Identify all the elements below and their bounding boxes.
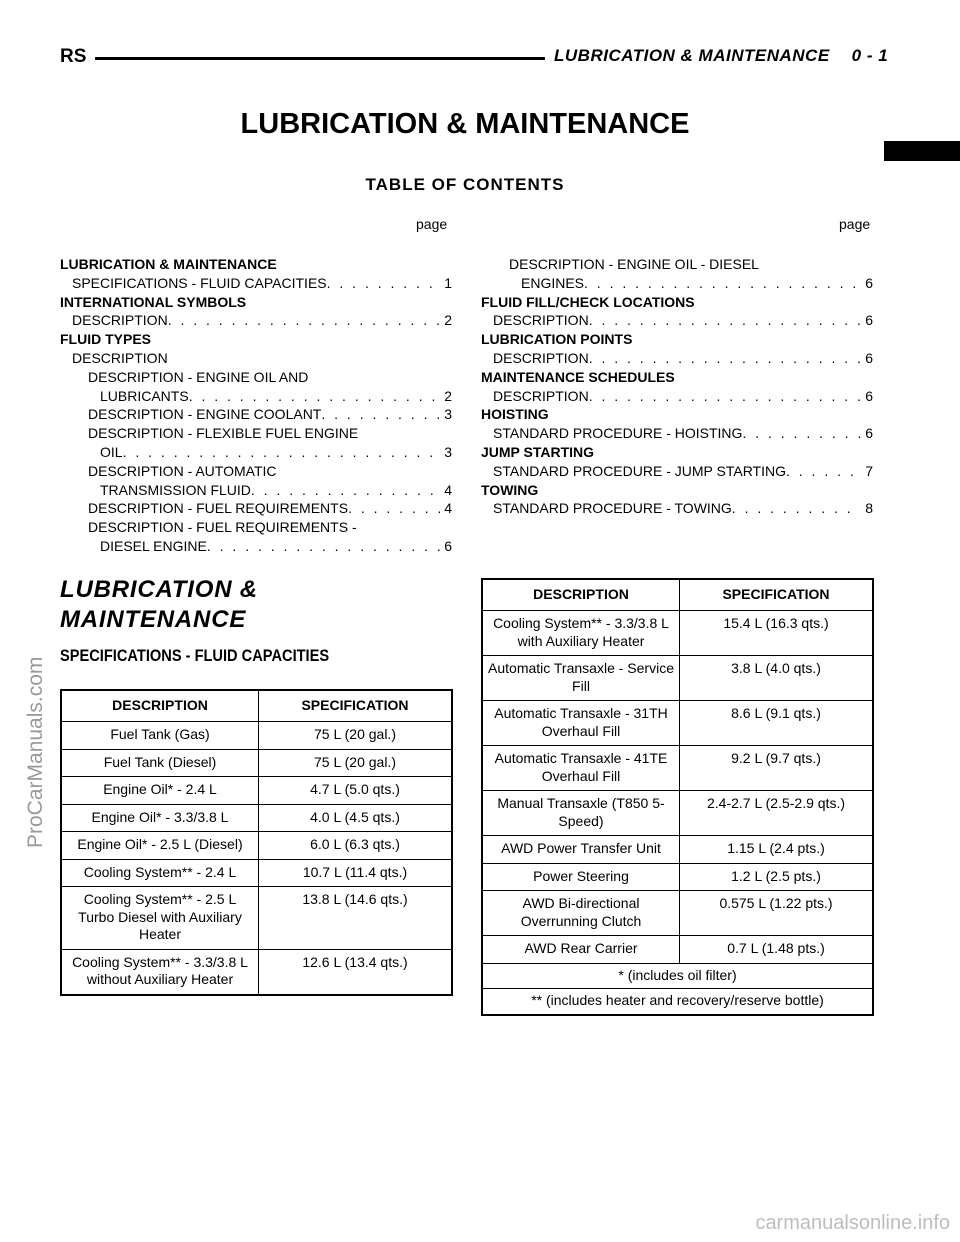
toc-entry	[481, 481, 873, 500]
toc-entry-page: 6	[444, 537, 452, 554]
toc-entry-text: STANDARD PROCEDURE - JUMP STARTING	[493, 462, 786, 479]
table-row	[482, 791, 873, 836]
toc-entry-text: TOWING	[481, 481, 539, 498]
toc-dot-leader	[786, 462, 861, 481]
table-row	[61, 722, 452, 750]
toc-dot-leader	[123, 443, 441, 462]
cell-description: Engine Oil* - 2.4 L	[61, 777, 259, 805]
toc-entry-text: LUBRICATION POINTS	[481, 331, 633, 348]
cell-description: Power Steering	[482, 863, 680, 891]
toc-entry-page: 6	[865, 349, 873, 366]
header-rule	[95, 57, 545, 60]
toc-dot-leader	[168, 311, 441, 330]
toc-entry-text: SPECIFICATIONS - FLUID CAPACITIES	[72, 274, 327, 291]
cell-description: Fuel Tank (Gas)	[61, 722, 259, 750]
toc-entry-text: LUBRICANTS	[100, 387, 189, 404]
cell-specification: 12.6 L (13.4 qts.)	[259, 949, 453, 995]
toc-entry-page: 3	[444, 406, 452, 423]
cell-description: Cooling System** - 2.4 L	[61, 859, 259, 887]
toc-entry	[60, 518, 452, 537]
toc-dot-leader	[348, 499, 440, 518]
cell-specification: 1.2 L (2.5 pts.)	[680, 863, 874, 891]
cell-specification: 10.7 L (11.4 qts.)	[259, 859, 453, 887]
toc-entry-text: HOISTING	[481, 406, 549, 423]
toc-entry-text: DESCRIPTION	[493, 349, 589, 366]
toc-entry-page: 6	[865, 387, 873, 404]
table-row	[61, 887, 452, 950]
toc-entry-text: DESCRIPTION	[72, 349, 168, 366]
toc-entry	[60, 274, 452, 293]
toc-entry	[60, 481, 452, 500]
toc-entry-text: DESCRIPTION - AUTOMATIC	[88, 462, 277, 479]
cell-description: Cooling System** - 3.3/3.8 L with Auxiliary Heater	[482, 611, 680, 656]
cell-description: Cooling System** - 3.3/3.8 L without Auxiliary Heater	[61, 949, 259, 995]
toc-entry-text: DESCRIPTION - ENGINE OIL AND	[88, 368, 309, 385]
cell-description: Automatic Transaxle - Service Fill	[482, 656, 680, 701]
section-title-line2: MAINTENANCE	[60, 606, 247, 633]
table-header-description: DESCRIPTION	[61, 690, 259, 722]
toc-entry-text: STANDARD PROCEDURE - HOISTING	[493, 425, 743, 442]
toc-entry	[481, 293, 873, 312]
toc-dot-leader	[189, 387, 441, 406]
cell-description: Fuel Tank (Diesel)	[61, 749, 259, 777]
cell-specification: 8.6 L (9.1 qts.)	[680, 701, 874, 746]
toc-entry-text: FLUID FILL/CHECK LOCATIONS	[481, 293, 695, 310]
table-row	[482, 701, 873, 746]
toc-dot-leader	[589, 311, 862, 330]
toc-dot-leader	[589, 349, 862, 368]
toc-dot-leader	[321, 405, 440, 424]
toc-entry	[481, 424, 873, 443]
toc-entry-text: DESCRIPTION - FLEXIBLE FUEL ENGINE	[88, 425, 359, 442]
toc-entry	[60, 311, 452, 330]
toc-entry	[60, 293, 452, 312]
toc-dot-leader	[742, 424, 861, 443]
toc-entry-text: DESCRIPTION	[72, 312, 168, 329]
toc-entry-text: LUBRICATION & MAINTENANCE	[60, 256, 277, 272]
table-note: ** (includes heater and recovery/reserve bottle)	[482, 989, 873, 1015]
section-tab-marker	[884, 141, 960, 161]
toc-dot-leader	[327, 274, 441, 293]
section-subtitle: SPECIFICATIONS - FLUID CAPACITIES	[60, 646, 330, 665]
toc-entry	[481, 311, 873, 330]
cell-specification: 75 L (20 gal.)	[259, 722, 453, 750]
toc-entry-page: 7	[865, 462, 873, 479]
cell-description: Cooling System** - 2.5 L Turbo Diesel with Auxiliary Heater	[61, 887, 259, 950]
side-watermark: ProCarManuals.com	[24, 656, 47, 848]
toc-entry-text: MAINTENANCE SCHEDULES	[481, 368, 675, 385]
cell-specification: 6.0 L (6.3 qts.)	[259, 832, 453, 860]
cell-specification: 0.7 L (1.48 pts.)	[680, 936, 874, 964]
toc-page-label-left: page	[416, 216, 448, 232]
toc-entry-text: DESCRIPTION	[493, 312, 589, 329]
section-title	[60, 575, 258, 635]
page-title: LUBRICATION & MAINTENANCE	[240, 108, 690, 140]
toc-entry	[60, 405, 452, 424]
toc-entry	[60, 368, 452, 387]
toc-entry-text: STANDARD PROCEDURE - TOWING	[493, 500, 732, 517]
toc-dot-leader	[207, 537, 440, 556]
table-note: * (includes oil filter)	[482, 963, 873, 989]
toc-entry	[481, 405, 873, 424]
cell-description: Engine Oil* - 3.3/3.8 L	[61, 804, 259, 832]
toc-entry-page: 6	[865, 274, 873, 291]
toc-entry	[481, 443, 873, 462]
toc-entry-text: DESCRIPTION - FUEL REQUIREMENTS -	[88, 519, 357, 536]
cell-specification: 9.2 L (9.7 qts.)	[680, 746, 874, 791]
cell-description: AWD Power Transfer Unit	[482, 836, 680, 864]
fluid-capacities-table-left	[60, 689, 453, 996]
toc-dot-leader	[251, 481, 440, 500]
toc-entry	[481, 349, 873, 368]
cell-specification: 13.8 L (14.6 qts.)	[259, 887, 453, 950]
table-row	[61, 949, 452, 995]
header-page-number: 0 - 1	[851, 46, 889, 65]
table-header-description: DESCRIPTION	[482, 579, 680, 611]
table-note-row	[482, 989, 873, 1015]
toc-title: TABLE OF CONTENTS	[365, 175, 565, 194]
toc-entry-page: 3	[444, 443, 452, 460]
cell-description: Manual Transaxle (T850 5-Speed)	[482, 791, 680, 836]
table-note-row	[482, 963, 873, 989]
toc-entry	[60, 255, 452, 274]
cell-specification: 4.7 L (5.0 qts.)	[259, 777, 453, 805]
cell-specification: 75 L (20 gal.)	[259, 749, 453, 777]
table-row	[482, 936, 873, 964]
toc-entry-page: 6	[865, 312, 873, 329]
table-header-specification: SPECIFICATION	[680, 579, 874, 611]
toc-entry-text: TRANSMISSION FLUID	[100, 481, 251, 498]
table-row	[61, 749, 452, 777]
toc-entry-page: 1	[444, 274, 452, 291]
section-title-line1: LUBRICATION &	[60, 576, 258, 603]
toc-entry	[60, 443, 452, 462]
toc-right-column	[481, 255, 873, 518]
header-section-name: LUBRICATION & MAINTENANCE	[554, 46, 830, 65]
cell-specification: 4.0 L (4.5 qts.)	[259, 804, 453, 832]
table-row	[482, 863, 873, 891]
toc-entry-text: INTERNATIONAL SYMBOLS	[60, 293, 247, 310]
toc-entry	[481, 387, 873, 406]
toc-entry-text: FLUID TYPES	[60, 331, 152, 348]
table-row	[482, 836, 873, 864]
header-right	[554, 46, 888, 66]
table-header-row	[482, 579, 873, 611]
fluid-capacities-table-right	[481, 578, 874, 1016]
toc-entry-text: DESCRIPTION - ENGINE OIL - DIESEL	[509, 256, 759, 272]
toc-entry	[60, 499, 452, 518]
toc-entry-text: OIL	[100, 443, 123, 460]
toc-entry	[481, 255, 873, 274]
table-row	[482, 891, 873, 936]
toc-entry-text: DESCRIPTION - ENGINE COOLANT	[88, 406, 322, 423]
toc-entry	[481, 499, 873, 518]
toc-entry	[60, 462, 452, 481]
cell-specification: 2.4-2.7 L (2.5-2.9 qts.)	[680, 791, 874, 836]
toc-entry-page: 2	[444, 312, 452, 329]
toc-entry	[481, 330, 873, 349]
toc-entry-page: 8	[865, 500, 873, 517]
cell-description: AWD Bi-directional Overrunning Clutch	[482, 891, 680, 936]
cell-specification: 1.15 L (2.4 pts.)	[680, 836, 874, 864]
table-header-row	[61, 690, 452, 722]
table-row	[482, 656, 873, 701]
table-row	[61, 804, 452, 832]
toc-entry-page: 2	[444, 387, 452, 404]
toc-left-column	[60, 255, 452, 556]
toc-entry	[60, 387, 452, 406]
toc-entry-text: JUMP STARTING	[481, 443, 595, 460]
toc-entry-page: 4	[444, 481, 452, 498]
bottom-watermark: carmanualsonline.info	[755, 1212, 950, 1234]
toc-page-label-right: page	[839, 216, 871, 232]
toc-dot-leader	[589, 387, 862, 406]
table-header-specification: SPECIFICATION	[259, 690, 453, 722]
toc-entry-page: 4	[444, 500, 452, 517]
cell-description: Engine Oil* - 2.5 L (Diesel)	[61, 832, 259, 860]
table-row	[61, 777, 452, 805]
table-row	[482, 611, 873, 656]
toc-dot-leader	[584, 274, 861, 293]
header-left: RS	[60, 46, 87, 67]
cell-specification: 15.4 L (16.3 qts.)	[680, 611, 874, 656]
toc-entry	[481, 274, 873, 293]
table-row	[61, 859, 452, 887]
toc-entry	[60, 349, 452, 368]
toc-entry	[60, 330, 452, 349]
toc-dot-leader	[732, 499, 861, 518]
table-row	[482, 746, 873, 791]
toc-entry-text: DESCRIPTION - FUEL REQUIREMENTS	[88, 500, 349, 517]
cell-description: AWD Rear Carrier	[482, 936, 680, 964]
table-row	[61, 832, 452, 860]
cell-specification: 0.575 L (1.22 pts.)	[680, 891, 874, 936]
toc-entry	[60, 537, 452, 556]
toc-entry-text: DIESEL ENGINE	[100, 537, 207, 554]
toc-entry-text: ENGINES	[521, 274, 585, 291]
cell-description: Automatic Transaxle - 41TE Overhaul Fill	[482, 746, 680, 791]
toc-entry-text: DESCRIPTION	[493, 387, 589, 404]
toc-entry	[481, 368, 873, 387]
toc-entry-page: 6	[865, 425, 873, 442]
cell-specification: 3.8 L (4.0 qts.)	[680, 656, 874, 701]
toc-entry	[481, 462, 873, 481]
cell-description: Automatic Transaxle - 31TH Overhaul Fill	[482, 701, 680, 746]
toc-entry	[60, 424, 452, 443]
